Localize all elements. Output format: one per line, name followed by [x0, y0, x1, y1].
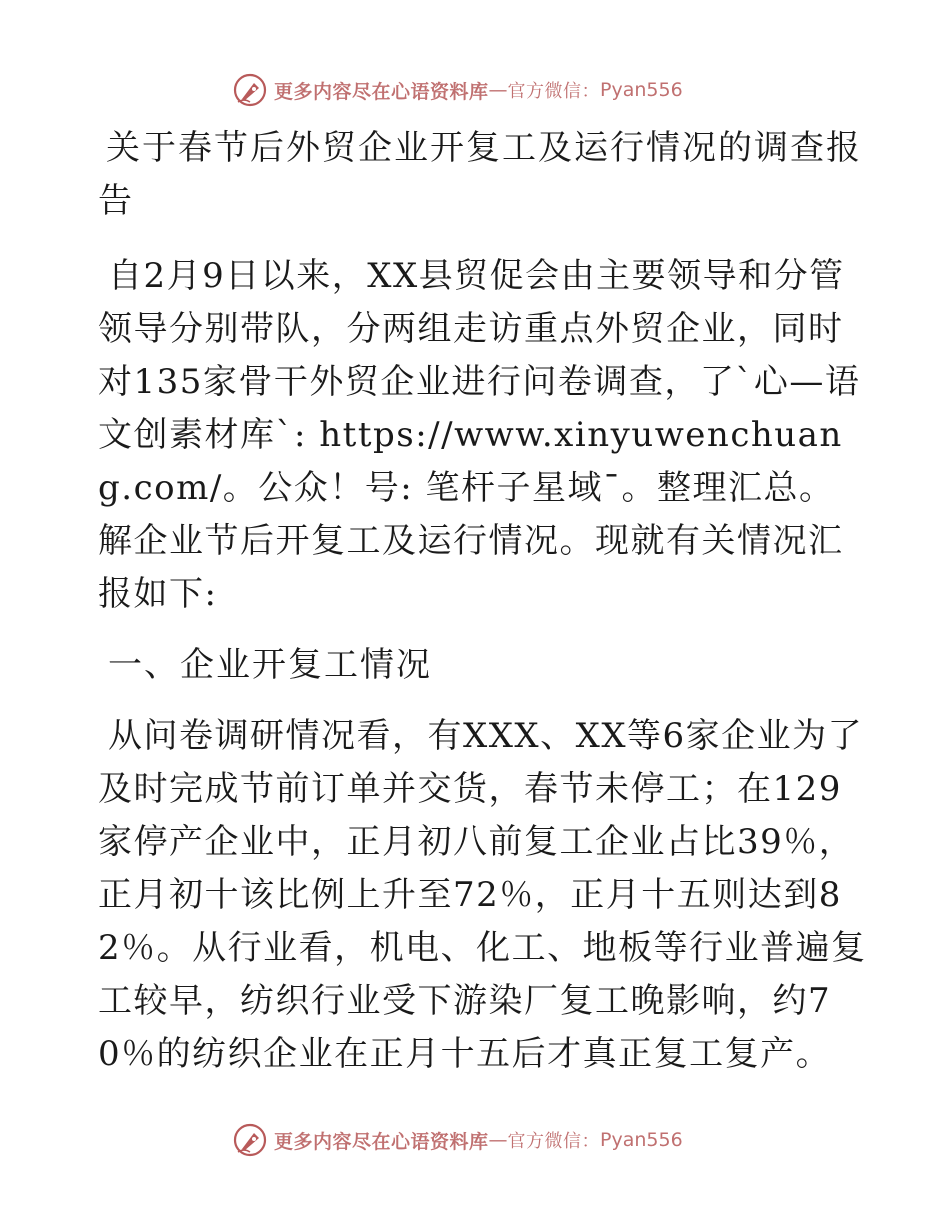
watermark-main-text: 更多内容尽在心语资料库: [274, 80, 489, 103]
intro-paragraph: 自2月9日以来，XX县贸促会由主要领导和分管领导分别带队，分两组走访重点外贸企业，同时对135家骨干外贸企业进行问卷调查，了ˋ心—语文创素材库ˋ: https://www.xinyuwenchuang.com/。公众！号: 笔杆子星域¯。整理汇总。解企业节后开复工及运行情况。现就有关情况汇报如下:: [98, 256, 861, 614]
document-body: [98, 122, 868, 1081]
document-title: 关于春节后外贸企业开复工及运行情况的调查报告: [98, 128, 862, 221]
watermark-wechat-label: 官方微信：: [507, 1131, 601, 1152]
watermark-wechat-id: Pyan556: [600, 79, 683, 101]
section-heading: 一、企业开复工情况: [108, 645, 432, 685]
watermark-header: [232, 70, 732, 110]
watermark-wechat-label: 官方微信：: [507, 81, 601, 102]
watermark-dash: —: [488, 1129, 508, 1151]
section-paragraph: 从问卷调研情况看，有XXX、XX等6家企业为了及时完成节前订单并交货，春节未停工；在129家停产企业中，正月初八前复工企业占比39％，正月初十该比例上升至72％，正月十五则达到82％。从行业看，机电、化工、地板等行业普遍复工较早，纺织行业受下游染厂复工晚影响，约70％的纺织企业在正月十五后才真正复工复产。: [98, 716, 867, 1074]
watermark-wechat-id: Pyan556: [600, 1129, 683, 1151]
watermark-dash: —: [488, 79, 508, 101]
watermark-main-text: 更多内容尽在心语资料库: [274, 1130, 489, 1153]
pen-nib-icon: [232, 72, 268, 108]
pen-nib-icon: [232, 1122, 268, 1158]
watermark-footer: [232, 1120, 732, 1160]
